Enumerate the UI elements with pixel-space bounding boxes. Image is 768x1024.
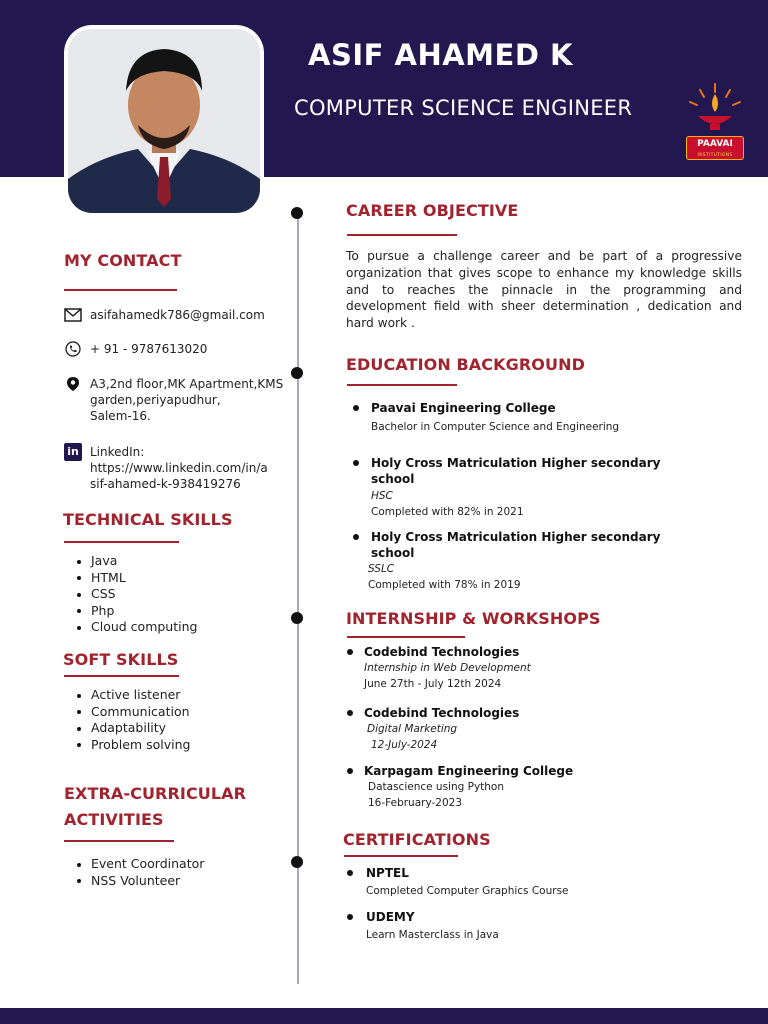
contact-linkedin[interactable] xyxy=(64,444,268,492)
certification-detail: Completed Computer Graphics Course xyxy=(366,885,569,897)
timeline-dot xyxy=(291,207,303,219)
bullet-dot xyxy=(347,914,353,920)
linkedin-url[interactable]: sif-ahamed-k-938419276 xyxy=(90,477,241,491)
bullet-dot xyxy=(353,405,359,411)
list-item: Problem solving xyxy=(74,737,190,754)
list-item: Java xyxy=(74,553,197,570)
footer-band xyxy=(0,1008,768,1024)
timeline-dot xyxy=(291,612,303,624)
institution-logo-badge xyxy=(686,136,744,160)
contact-heading: MY CONTACT xyxy=(64,251,182,270)
education-entry xyxy=(371,455,711,520)
internship-role: Digital Marketing xyxy=(367,723,458,735)
institution-logo xyxy=(684,80,746,166)
candidate-title: COMPUTER SCIENCE ENGINEER xyxy=(294,96,633,120)
internships-heading: INTERNSHIP & WORKSHOPS xyxy=(346,609,601,628)
linkedin-icon-wrapper xyxy=(64,444,82,460)
contact-address xyxy=(64,376,283,424)
certification-detail: Learn Masterclass in Java xyxy=(366,929,499,941)
list-item: Adaptability xyxy=(74,720,190,737)
address-line: A3,2nd floor,MK Apartment,KMS xyxy=(90,377,284,391)
extra-curricular-list xyxy=(74,856,204,889)
internship-company: Codebind Technologies xyxy=(364,645,520,659)
internship-date: 16-February-2023 xyxy=(368,797,463,809)
internship-entry xyxy=(364,644,704,692)
email-text: asifahamedk786@gmail.com xyxy=(90,308,265,322)
candidate-name: ASIF AHAMED K xyxy=(308,38,573,72)
timeline-line xyxy=(297,212,299,984)
phone-icon xyxy=(64,341,82,357)
bullet-dot xyxy=(353,534,359,540)
section-underline xyxy=(64,840,174,842)
timeline-dot xyxy=(291,856,303,868)
certification-provider: NPTEL xyxy=(366,866,409,880)
address-line: garden,periyapudhur, xyxy=(90,393,221,407)
linkedin-url[interactable]: https://www.linkedin.com/in/a xyxy=(90,461,268,475)
section-underline xyxy=(344,855,458,857)
technical-skills-heading: TECHNICAL SKILLS xyxy=(63,510,233,529)
technical-skills-list xyxy=(74,553,197,636)
education-institution: school xyxy=(371,546,415,560)
lamp-icon xyxy=(684,80,746,138)
career-objective-heading: CAREER OBJECTIVE xyxy=(346,201,519,220)
timeline-dot xyxy=(291,367,303,379)
list-item: CSS xyxy=(74,586,197,603)
soft-skills-list xyxy=(74,687,190,753)
list-item: Cloud computing xyxy=(74,619,197,636)
education-detail: Completed with 78% in 2019 xyxy=(368,579,521,591)
extra-curricular-heading xyxy=(64,781,246,833)
education-institution: school xyxy=(371,472,415,486)
internship-entry xyxy=(364,763,704,811)
certification-provider: UDEMY xyxy=(366,910,415,924)
contact-email[interactable] xyxy=(64,307,265,323)
certification-entry xyxy=(366,865,706,899)
bullet-dot xyxy=(347,870,353,876)
phone-text: + 91 - 9787613020 xyxy=(90,342,208,356)
certifications-heading: CERTIFICATIONS xyxy=(343,830,491,849)
internship-entry xyxy=(364,705,704,753)
location-pin-icon xyxy=(64,376,82,392)
education-institution: Holy Cross Matriculation Higher secondary xyxy=(371,530,661,544)
internship-date: 12-July-2024 xyxy=(371,739,438,751)
list-item: Event Coordinator xyxy=(74,856,204,873)
soft-skills-heading: SOFT SKILLS xyxy=(63,650,179,669)
bullet-dot xyxy=(347,649,353,655)
education-entry xyxy=(371,400,711,435)
extra-curricular-heading-line: ACTIVITIES xyxy=(64,810,164,829)
section-underline xyxy=(64,289,177,291)
internship-date: June 27th - July 12th 2024 xyxy=(364,678,502,690)
certification-entry xyxy=(366,909,706,943)
logo-subtext: INSTITUTIONS xyxy=(697,153,733,158)
section-underline xyxy=(64,541,179,543)
career-objective-text: To pursue a challenge career and be part of a progressive organization that gives scope to enhance my knowledge skills and to reaches the pinnacle in the programming and development field with sheer determination , dedication and hard work . xyxy=(346,249,742,331)
list-item: NSS Volunteer xyxy=(74,873,204,890)
internship-role: Internship in Web Development xyxy=(364,662,531,674)
list-item: Php xyxy=(74,603,197,620)
profile-photo xyxy=(64,25,264,217)
list-item: Active listener xyxy=(74,687,190,704)
logo-text: PAAVAI xyxy=(697,139,733,149)
section-underline xyxy=(347,384,457,386)
list-item: Communication xyxy=(74,704,190,721)
bullet-dot xyxy=(347,768,353,774)
education-heading: EDUCATION BACKGROUND xyxy=(346,355,585,374)
address-line: Salem-16. xyxy=(90,409,151,423)
section-underline xyxy=(347,636,465,638)
section-underline xyxy=(347,234,457,236)
education-detail: Bachelor in Computer Science and Engineering xyxy=(371,421,620,433)
email-icon xyxy=(64,307,82,323)
list-item: HTML xyxy=(74,570,197,587)
internship-role: Datascience using Python xyxy=(368,781,505,793)
education-institution: Paavai Engineering College xyxy=(371,401,556,415)
internship-company: Karpagam Engineering College xyxy=(364,764,574,778)
bullet-dot xyxy=(347,710,353,716)
internship-company: Codebind Technologies xyxy=(364,706,520,720)
education-institution: Holy Cross Matriculation Higher secondary xyxy=(371,456,661,470)
education-level: HSC xyxy=(371,490,393,502)
bullet-dot xyxy=(353,460,359,466)
linkedin-label: LinkedIn: xyxy=(90,445,145,459)
extra-curricular-heading-line: EXTRA-CURRICULAR xyxy=(64,784,247,803)
education-level: SSLC xyxy=(368,563,395,575)
section-underline xyxy=(64,675,179,677)
education-detail: Completed with 82% in 2021 xyxy=(371,506,524,518)
contact-phone[interactable] xyxy=(64,341,207,357)
education-entry xyxy=(368,529,711,593)
profile-photo-image xyxy=(68,29,260,213)
linkedin-icon: in xyxy=(64,443,82,461)
